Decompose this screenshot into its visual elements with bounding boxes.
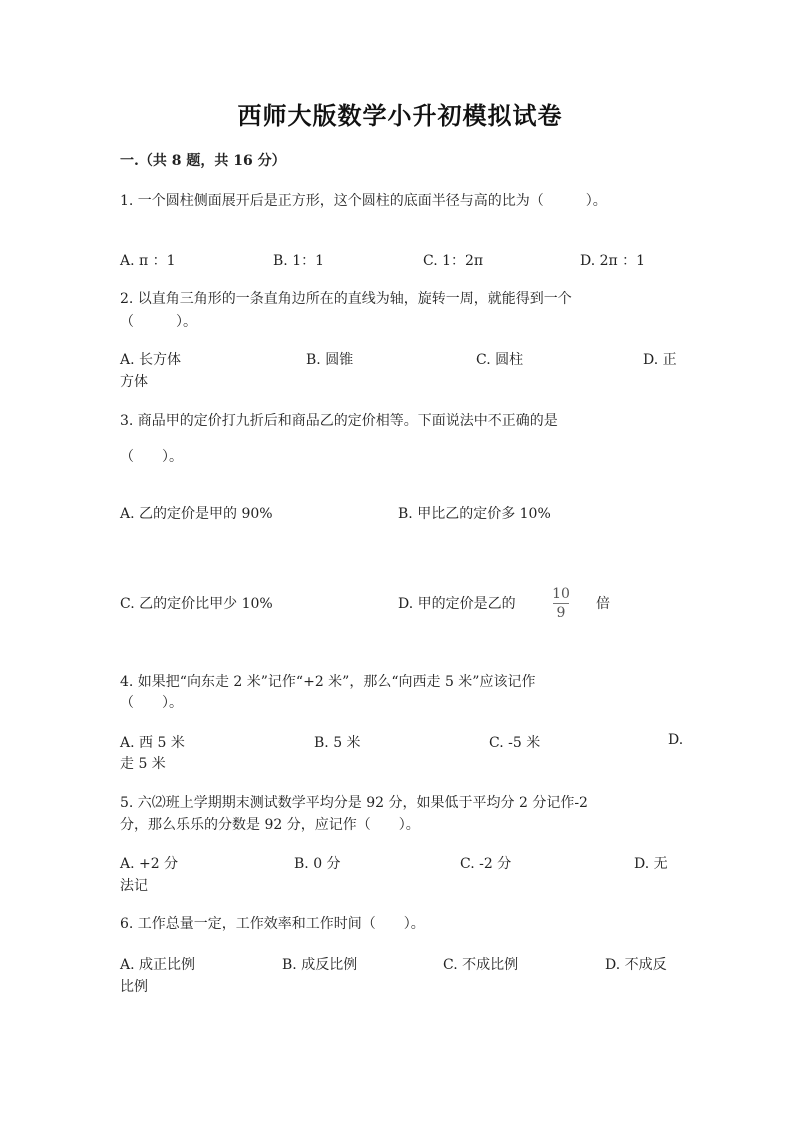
question-3-text: 3. 商品甲的定价打九折后和商品乙的定价相等。下面说法中不正确的是 [120,413,558,429]
question-6-option-d-wrap: 比例 [120,979,148,995]
fraction-numerator: 10 [552,586,570,602]
question-4-option-a: A. 西 5 米 [120,735,185,751]
question-1-text: 1. 一个圆柱侧面展开后是正方形，这个圆柱的底面半径与高的比为（ ）。 [120,193,607,209]
question-6-option-c: C. 不成比例 [443,957,519,973]
question-2-option-b: B. 圆锥 [306,352,354,368]
question-1-option-d: D. 2π ：1 [580,253,646,269]
question-3-option-a: A. 乙的定价是甲的 90% [120,506,273,522]
question-5-option-d: D. 无 [634,856,668,872]
section-heading: 一.（共 8 题，共 16 分） [120,153,286,169]
question-5-option-b: B. 0 分 [294,856,341,872]
question-4-text: 4. 如果把“向东走 2 米”记作“+2 米”，那么“向西走 5 米”应该记作 [120,674,536,690]
question-2-text-line2: （ ）。 [120,314,197,330]
question-4-option-d: D. [668,732,684,748]
question-3-option-b: B. 甲比乙的定价多 10% [398,506,551,522]
question-6-text: 6. 工作总量一定，工作效率和工作时间（ ）。 [120,916,425,932]
fraction-10-over-9 [551,586,571,621]
question-6-option-a: A. 成正比例 [120,957,196,973]
question-2-option-d: D. 正 [643,352,677,368]
question-1-option-a: A. π ：1 [120,253,176,269]
question-2-option-c: C. 圆柱 [476,352,524,368]
page-title: 西师大版数学小升初模拟试卷 [237,101,563,130]
question-6-option-b: B. 成反比例 [282,957,358,973]
fraction-denominator: 9 [556,605,566,621]
question-2-option-a: A. 长方体 [120,352,182,368]
question-5-text: 5. 六⑵班上学期期末测试数学平均分是 92 分，如果低于平均分 2 分记作-2 [120,795,588,811]
question-4-option-d-wrap: 走 5 米 [120,756,166,772]
question-6-option-d: D. 不成反 [605,957,667,973]
question-4-text-line2: （ ）。 [120,695,183,711]
question-3-text-line2: （ ）。 [120,449,183,465]
question-1-option-c: C. 1：2π [423,253,484,269]
question-3-option-d-suffix: 倍 [596,596,610,612]
question-2-text: 2. 以直角三角形的一条直角边所在的直线为轴，旋转一周，就能得到一个 [120,291,572,307]
fraction-bar [553,603,569,604]
question-3-option-d: D. 甲的定价是乙的 [398,596,516,612]
question-3-option-c: C. 乙的定价比甲少 10% [120,596,273,612]
question-5-option-c: C. -2 分 [460,856,512,872]
question-5-option-a: A. +2 分 [120,856,179,872]
question-1-option-b: B. 1：1 [273,253,325,269]
question-4-option-c: C. -5 米 [489,735,541,751]
question-2-option-d-wrap: 方体 [120,374,148,390]
question-5-option-d-wrap: 法记 [120,878,148,894]
question-5-text-line2: 分，那么乐乐的分数是 92 分，应记作（ ）。 [120,817,420,833]
question-4-option-b: B. 5 米 [314,735,361,751]
